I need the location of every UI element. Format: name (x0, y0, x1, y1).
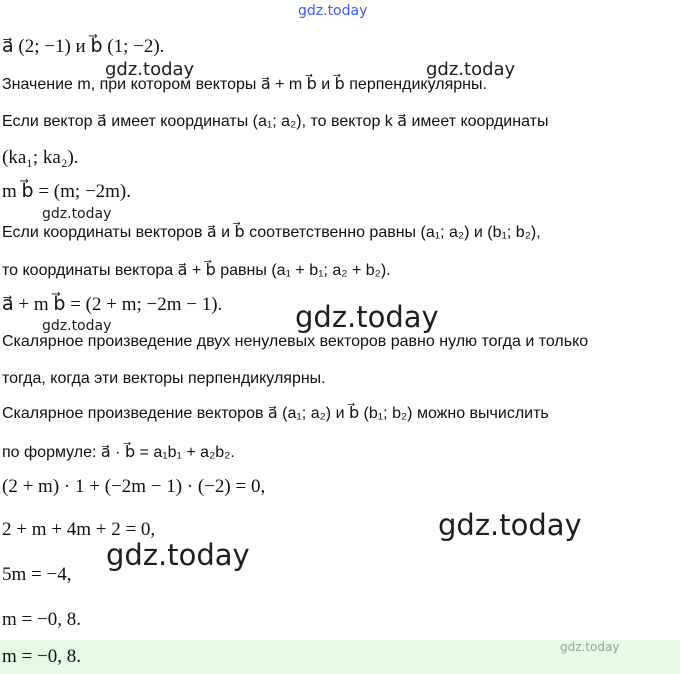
rule-vector-sum-line: Если координаты векторов a⃗ и b⃗ соответственно равны (a₁; a₂) и (b₁; b₂), (2, 224, 541, 241)
given-vectors-line: a⃗ (2; −1) и b⃗ (1; −2). (2, 36, 165, 57)
equation-step-1: (2 + m) · 1 + (−2m − 1) · (−2) = 0, (2, 476, 266, 497)
equation-step-3: 5m = −4, (2, 564, 72, 585)
rule-scalar-multiple-result-line: (ka₁; ka₂). (2, 147, 79, 168)
task-statement-line: Значение m, при котором векторы a⃗ + m b⃗ и b⃗ перпендикулярны. (2, 76, 487, 93)
watermark-1: gdz.today (105, 59, 195, 80)
watermark-4: gdz.today (295, 300, 439, 334)
watermark-5: gdz.today (42, 318, 112, 334)
watermark-7: gdz.today (106, 538, 250, 572)
equation-step-2: 2 + m + 4m + 2 = 0, (2, 519, 156, 540)
m-times-b-line: m b⃗ = (m; −2m). (2, 181, 132, 202)
perpendicular-rule-line-1: Скалярное произведение двух ненулевых векторов равно нулю тогда и только (2, 333, 589, 350)
rule-scalar-multiple-line: Если вектор a⃗ имеет координаты (a₁; a₂), то вектор k a⃗ имеет координаты (2, 113, 549, 130)
final-answer-line: m = −0, 8. (2, 646, 81, 667)
perpendicular-rule-line-2: тогда, когда эти векторы перпендикулярны. (2, 370, 326, 387)
sum-vector-coordinates-line: a⃗ + m b⃗ = (2 + m; −2m − 1). (2, 294, 223, 315)
site-watermark-top: gdz.today (298, 3, 368, 19)
watermark-8: gdz.today (560, 640, 620, 654)
watermark-3: gdz.today (42, 206, 112, 222)
dot-product-formula-line: по формуле: a⃗ · b⃗ = a₁b₁ + a₂b₂. (2, 444, 235, 461)
watermark-6: gdz.today (438, 508, 582, 542)
watermark-2: gdz.today (426, 59, 516, 80)
equation-step-4: m = −0, 8. (2, 609, 81, 630)
rule-vector-sum-result-line: то координаты вектора a⃗ + b⃗ равны (a₁ + b₁; a₂ + b₂). (2, 262, 391, 279)
dot-product-rule-line: Скалярное произведение векторов a⃗ (a₁; a₂) и b⃗ (b₁; b₂) можно вычислить (2, 405, 549, 422)
